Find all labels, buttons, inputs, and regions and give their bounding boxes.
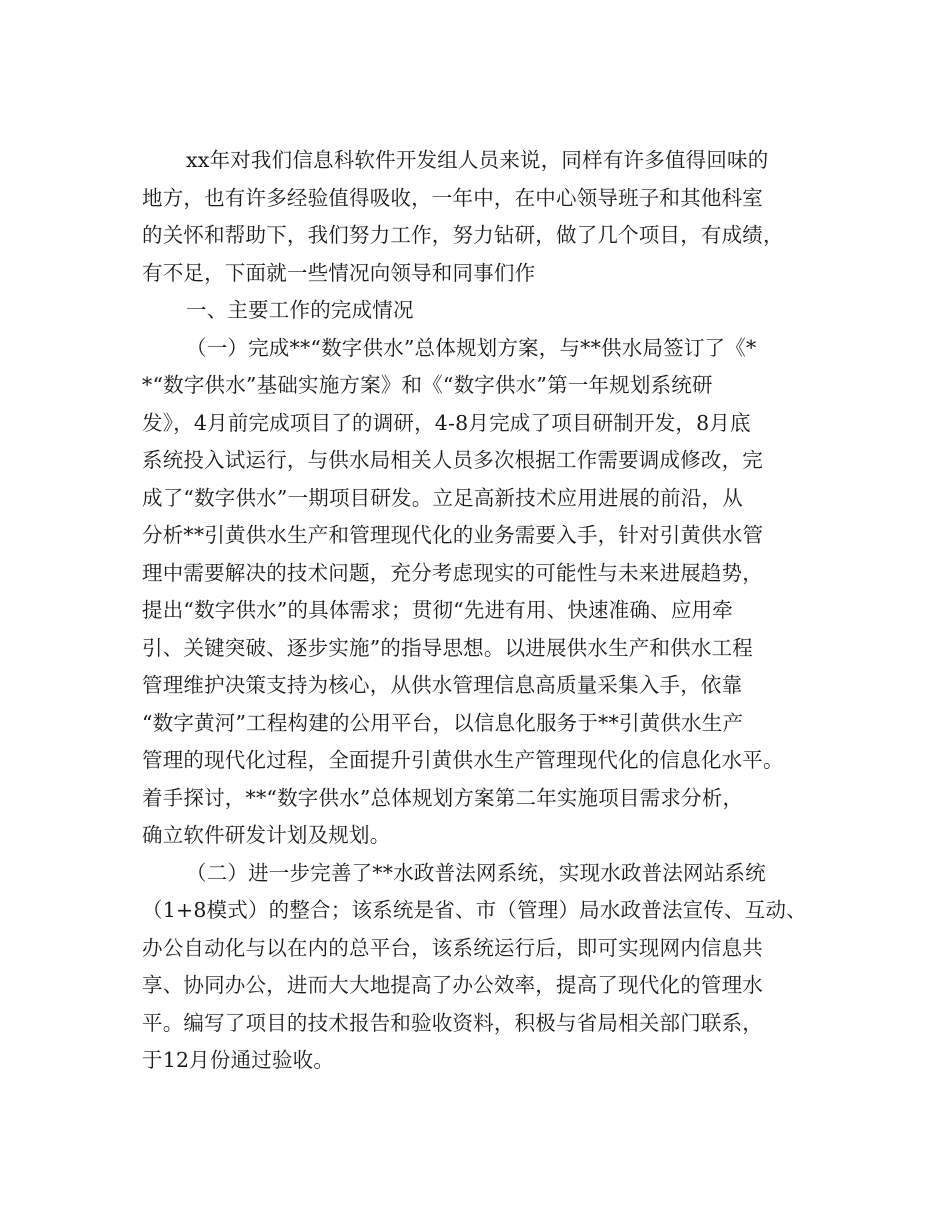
paragraph-line: 管理维护决策支持为核心，从供水管理信息高质量采集入手，依靠 — [142, 673, 743, 697]
paragraph-line: 发》，4月前完成项目了的调研，4-8月完成了项目研制开发，8月底 — [142, 411, 751, 435]
paragraph-line: 确立软件研发计划及规划。 — [142, 823, 391, 847]
paragraph-line: 系统投入试运行，与供水局相关人员多次根据工作需要调成修改，完 — [142, 448, 763, 472]
paragraph-line: *“数字供水”基础实施方案》和《“数字供水”第一年规划系统研 — [142, 373, 713, 397]
paragraph-line: 的关怀和帮助下，我们努力工作，努力钻研，做了几个项目，有成绩， — [142, 223, 784, 247]
paragraph-line: 享、协同办公，进而大大地提高了办公效率，提高了现代化的管理水 — [142, 973, 763, 997]
paragraph-line: 于12月份通过验收。 — [142, 1048, 335, 1072]
paragraph-line: 有不足，下面就一些情况向领导和同事们作 — [142, 261, 536, 285]
paragraph-line: “数字黄河”工程构建的公用平台，以信息化服务于**引黄供水生产 — [142, 711, 744, 735]
paragraph-line: 地方，也有许多经验值得吸收，一年中，在中心领导班子和其他科室 — [142, 186, 763, 210]
paragraph-line: 平。编写了项目的技术报告和验收资料，积极与省局相关部门联系， — [142, 1011, 763, 1035]
paragraph-line: 提出“数字供水”的具体需求；贯彻“先进有用、快速准确、应用牵 — [142, 598, 733, 622]
paragraph-line: （二）进一步完善了**水政普法网系统，实现水政普法网站系统 — [186, 861, 766, 885]
paragraph-line: 管理的现代化过程，全面提升引黄供水生产管理现代化的信息化水平。 — [142, 748, 784, 772]
paragraph-line: xx年对我们信息科软件开发组人员来说，同样有许多值得回味的 — [186, 148, 769, 172]
paragraph-line: 引、关键突破、逐步实施”的指导思想。以进展供水生产和供水工程 — [142, 636, 753, 660]
paragraph-line: （一）完成**“数字供水”总体规划方案，与**供水局签订了《* — [186, 336, 757, 360]
paragraph-line: 办公自动化与以在内的总平台，该系统运行后，即可实现网内信息共 — [142, 936, 763, 960]
section-heading: 一、主要工作的完成情况 — [186, 298, 414, 322]
paragraph-line: （1+8模式）的整合；该系统是省、市（管理）局水政普法宣传、互动、 — [142, 898, 807, 922]
paragraph-line: 着手探讨，**“数字供水”总体规划方案第二年实施项目需求分析， — [142, 786, 744, 810]
paragraph-line: 理中需要解决的技术问题，充分考虑现实的可能性与未来进展趋势， — [142, 561, 763, 585]
paragraph-line: 分析**引黄供水生产和管理现代化的业务需要入手，针对引黄供水管 — [142, 523, 764, 547]
paragraph-line: 成了“数字供水”一期项目研发。立足高新技术应用进展的前沿，从 — [142, 486, 743, 510]
